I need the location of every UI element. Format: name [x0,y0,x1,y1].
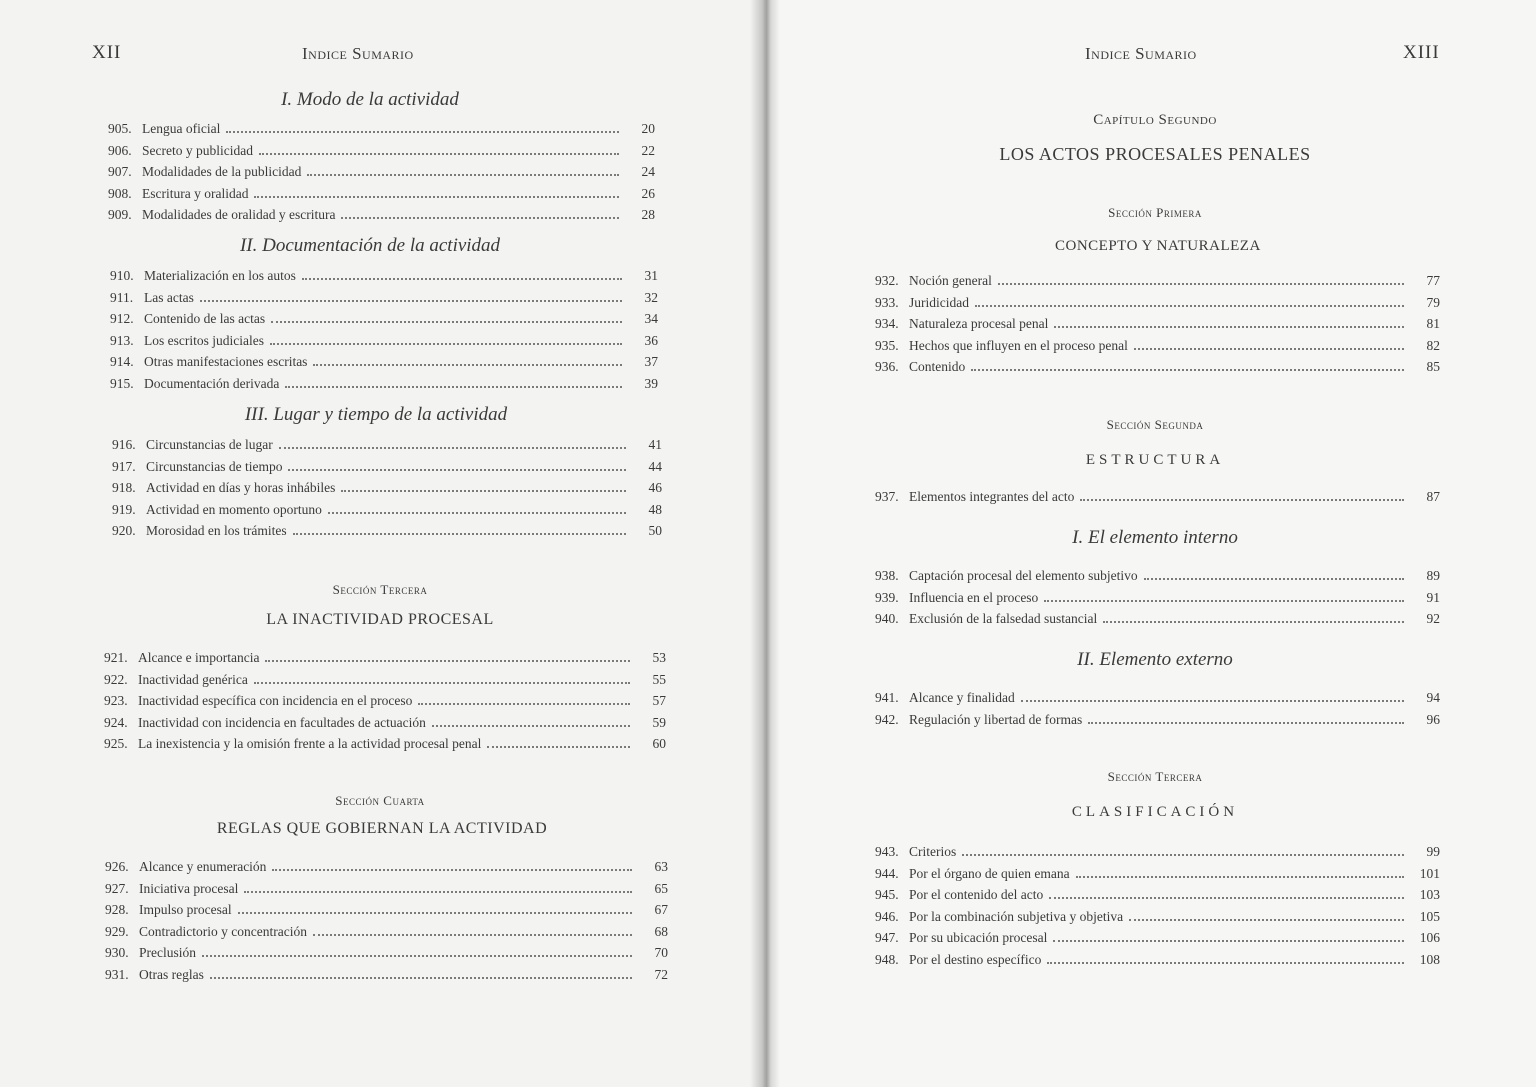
dot-leader [285,374,622,388]
entry-page: 91 [1426,589,1440,605]
toc-entry [875,950,1440,972]
entry-page: 31 [644,268,658,283]
entry-title: Contenido [909,359,966,374]
entry-number: 945. [875,887,899,902]
entry-number: 929. [105,923,129,939]
dot-leader [432,713,630,727]
entry-page: 92 [1426,611,1440,626]
entry-number: 925. [104,736,128,751]
entry-title: Por el órgano de quien emana [909,865,1070,881]
entry-number: 932. [875,273,899,288]
entry-page: 32 [644,289,658,305]
dot-leader [254,184,619,198]
toc-entry [875,314,1440,336]
toc-entry [875,336,1440,358]
entry-title: Circunstancias de tiempo [146,458,283,474]
entry-title: Naturaleza procesal penal [909,316,1049,331]
entry-page: 94 [1426,690,1440,705]
toc-entry [112,500,662,522]
dot-leader [210,965,632,979]
toc-entry [110,374,658,396]
entry-page: 24 [641,164,655,179]
toc-entry [112,521,662,543]
entry-number: 937. [875,489,899,504]
entry-title: Las actas [144,289,194,305]
toc-list [110,266,658,395]
section-label: Sección Primera [1108,205,1202,220]
entry-number: 917. [112,458,136,474]
entry-page: 55 [652,671,666,687]
toc-entry [108,119,655,141]
entry-title: Actividad en momento oportuno [146,501,322,517]
dot-leader [1044,588,1404,602]
entry-number: 918. [112,480,136,495]
dot-leader [998,271,1404,285]
entry-page: 20 [641,121,655,136]
entry-number: 940. [875,611,899,626]
entry-page: 82 [1426,337,1440,353]
entry-page: 39 [644,375,658,391]
running-head-right: Indice Sumario [1085,44,1197,63]
entry-number: 910. [110,268,134,283]
dot-leader [202,943,632,957]
toc-entry [104,734,666,756]
section-title: REGLAS QUE GOBIERNAN LA ACTIVIDAD [216,820,548,837]
entry-title: Otras reglas [139,966,204,982]
entry-page: 50 [648,523,662,538]
toc-entry [875,842,1440,864]
toc-entry [110,266,658,288]
dot-leader [341,478,626,492]
dot-leader [288,457,626,471]
entry-title: Por el contenido del acto [909,887,1044,902]
entry-number: 933. [875,294,899,310]
toc-list [875,566,1440,631]
toc-entry [104,713,666,735]
entry-title: Noción general [909,273,992,288]
section-title: CONCEPTO Y NATURALEZA [1055,238,1261,254]
entry-page: 37 [644,354,658,369]
toc-entry [105,900,668,922]
dot-leader [1021,688,1404,702]
entry-page: 60 [652,736,666,751]
entry-title: Lengua oficial [142,121,221,136]
toc-list [875,688,1440,731]
entry-number: 922. [104,671,128,687]
toc-entry [875,566,1440,588]
entry-page: 46 [648,480,662,495]
entry-title: Contradictorio y concentración [139,923,307,939]
entry-page: 28 [641,207,655,222]
entry-number: 942. [875,711,899,727]
dot-leader [1047,950,1404,964]
entry-title: Impulso procesal [139,902,232,917]
toc-list [108,119,655,227]
dot-leader [259,141,619,155]
toc-entry [110,331,658,353]
toc-entry [105,879,668,901]
toc-entry [105,965,668,987]
dot-leader [279,435,626,449]
entry-title: Elementos integrantes del acto [909,489,1075,504]
entry-title: Documentación derivada [144,375,280,391]
entry-page: 99 [1426,844,1440,859]
dot-leader [226,119,619,133]
entry-title: Preclusión [139,945,196,960]
entry-title: Modalidades de la publicidad [142,164,302,179]
dot-leader [971,357,1404,371]
entry-number: 941. [875,690,899,705]
section-label: Sección Tercera [1107,769,1203,784]
entry-page: 70 [654,945,668,960]
toc-list [875,842,1440,971]
toc-entry [875,588,1440,610]
entry-title: Influencia en el proceso [909,589,1039,605]
entry-page: 36 [644,332,658,348]
dot-leader [254,670,630,684]
entry-page: 44 [648,458,662,474]
toc-entry [108,205,655,227]
dot-leader [244,879,632,893]
toc-entry [875,357,1440,379]
entry-page: 59 [652,714,666,730]
entry-page: 57 [652,693,666,708]
entry-page: 67 [654,902,668,917]
entry-number: 936. [875,359,899,374]
entry-number: 920. [112,523,136,538]
entry-title: Contenido de las actas [144,311,266,326]
entry-number: 911. [110,289,134,305]
toc-entry [875,907,1440,929]
toc-entry [110,288,658,310]
entry-title: Hechos que influyen en el proceso penal [909,337,1128,353]
left-page [0,0,765,1087]
toc-entry [104,670,666,692]
dot-leader [1054,314,1404,328]
entry-page: 26 [641,185,655,201]
dot-leader [307,162,619,176]
entry-page: 72 [654,966,668,982]
entry-number: 935. [875,337,899,353]
entry-title: Circunstancias de lugar [146,437,273,452]
section-label: Sección Segunda [1106,417,1204,432]
toc-entry [875,271,1440,293]
dot-leader [200,288,622,302]
toc-entry [875,487,1440,509]
entry-number: 913. [110,332,134,348]
dot-leader [265,648,630,662]
toc-list [104,648,666,756]
entry-number: 934. [875,316,899,331]
dot-leader [1134,336,1404,350]
entry-page: 41 [648,437,662,452]
section-title: LA INACTIVIDAD PROCESAL [266,611,494,628]
entry-title: Secreto y publicidad [142,142,253,158]
entry-title: Materialización en los autos [144,268,296,283]
entry-number: 939. [875,589,899,605]
dot-leader [1049,885,1404,899]
entry-title: Alcance y enumeración [139,859,267,874]
toc-entry [108,184,655,206]
entry-number: 947. [875,930,899,945]
section-heading: III. Lugar y tiempo de la actividad [244,404,508,425]
toc-entry [875,885,1440,907]
toc-entry [875,928,1440,950]
entry-number: 915. [110,375,134,391]
entry-number: 944. [875,865,899,881]
entry-title: Los escritos judiciales [144,332,264,348]
section-heading: I. El elemento interno [1072,527,1238,548]
entry-title: Modalidades de oralidad y escritura [142,207,336,222]
entry-page: 63 [654,859,668,874]
toc-entry [112,457,662,479]
entry-title: Regulación y libertad de formas [909,711,1083,727]
entry-number: 919. [112,501,136,517]
entry-title: Por su ubicación procesal [909,930,1048,945]
dot-leader [1129,907,1404,921]
entry-title: Por la combinación subjetiva y objetiva [909,908,1124,924]
section-label: Sección Cuarta [335,793,425,808]
toc-entry [108,141,655,163]
dot-leader [487,734,630,748]
dot-leader [313,922,632,936]
entry-page: 65 [654,880,668,896]
toc-entry [105,922,668,944]
entry-title: Inactividad específica con incidencia en el proceso [138,693,413,708]
entry-number: 924. [104,714,128,730]
entry-title: Captación procesal del elemento subjetivo [909,568,1138,583]
entry-number: 927. [105,880,129,896]
folio-right: XIII [1403,42,1440,63]
toc-list [112,435,662,543]
dot-leader [418,691,630,705]
toc-entry [875,609,1440,631]
dot-leader [293,521,626,535]
entry-page: 81 [1426,316,1440,331]
entry-title: Otras manifestaciones escritas [144,354,308,369]
toc-entry [112,478,662,500]
chapter-title: LOS ACTOS PROCESALES PENALES [999,144,1311,164]
toc-entry [108,162,655,184]
dot-leader [1053,928,1404,942]
entry-page: 53 [652,650,666,665]
toc-entry [875,710,1440,732]
entry-title: Inactividad con incidencia en facultades de actuación [138,714,426,730]
toc-entry [105,943,668,965]
section-label: Sección Tercera [332,582,428,597]
dot-leader [272,857,632,871]
dot-leader [1103,609,1404,623]
entry-number: 907. [108,164,132,179]
entry-number: 938. [875,568,899,583]
toc-list [875,271,1440,379]
entry-page: 68 [654,923,668,939]
entry-number: 928. [105,902,129,917]
entry-page: 79 [1426,294,1440,310]
entry-page: 87 [1426,489,1440,504]
dot-leader [341,205,619,219]
toc-entry [875,864,1440,886]
section-title: CLASIFICACIÓN [1071,804,1239,820]
entry-title: Alcance e importancia [138,650,260,665]
section-title: ESTRUCTURA [1085,452,1225,468]
entry-number: 931. [105,966,129,982]
section-heading: II. Documentación de la actividad [239,235,501,256]
entry-number: 906. [108,142,132,158]
entry-page: 34 [644,311,658,326]
entry-number: 946. [875,908,899,924]
entry-title: Criterios [909,844,957,859]
dot-leader [1076,864,1404,878]
dot-leader [238,900,632,914]
dot-leader [302,266,622,280]
entry-page: 85 [1426,359,1440,374]
section-heading: II. Elemento externo [1077,649,1233,670]
entry-title: Inactividad genérica [138,671,248,687]
entry-number: 923. [104,693,128,708]
entry-page: 106 [1419,930,1440,945]
entry-number: 930. [105,945,129,960]
dot-leader [1088,710,1404,724]
dot-leader [313,352,622,366]
dot-leader [962,842,1404,856]
entry-page: 105 [1419,908,1440,924]
right-page [765,0,1536,1087]
toc-entry [110,352,658,374]
chapter-label: Capítulo Segundo [1093,112,1217,128]
toc-list [875,487,1440,509]
entry-page: 101 [1419,865,1440,881]
entry-title: Iniciativa procesal [139,880,239,896]
toc-list [105,857,668,986]
toc-entry [104,648,666,670]
entry-number: 943. [875,844,899,859]
entry-number: 948. [875,951,899,967]
entry-number: 921. [104,650,128,665]
entry-page: 77 [1426,273,1440,288]
entry-title: Juridicidad [909,294,969,310]
dot-leader [270,331,622,345]
toc-entry [875,688,1440,710]
entry-title: Exclusión de la falsedad sustancial [909,611,1098,626]
dot-leader [1144,566,1404,580]
entry-number: 914. [110,354,134,369]
dot-leader [328,500,626,514]
dot-leader [271,309,622,323]
toc-entry [112,435,662,457]
entry-page: 22 [641,142,655,158]
dot-leader [1080,487,1404,501]
toc-entry [104,691,666,713]
dot-leader [975,293,1404,307]
toc-entry [110,309,658,331]
entry-title: La inexistencia y la omisión frente a la actividad procesal penal [138,736,482,751]
entry-title: Alcance y finalidad [909,690,1015,705]
toc-entry [105,857,668,879]
entry-number: 905. [108,121,132,136]
entry-title: Escritura y oralidad [142,185,249,201]
entry-title: Por el destino específico [909,951,1042,967]
entry-number: 926. [105,859,129,874]
entry-page: 96 [1426,711,1440,727]
entry-page: 103 [1419,887,1440,902]
entry-page: 89 [1426,568,1440,583]
entry-number: 916. [112,437,136,452]
entry-page: 108 [1419,951,1440,967]
entry-page: 48 [648,501,662,517]
book-gutter [750,0,780,1087]
running-head-left: Indice Sumario [302,44,414,63]
toc-entry [875,293,1440,315]
entry-number: 912. [110,311,134,326]
entry-title: Actividad en días y horas inhábiles [146,480,336,495]
folio-left: XII [92,42,122,63]
entry-number: 909. [108,207,132,222]
entry-title: Morosidad en los trámites [146,523,287,538]
section-heading: I. Modo de la actividad [281,89,459,110]
entry-number: 908. [108,185,132,201]
